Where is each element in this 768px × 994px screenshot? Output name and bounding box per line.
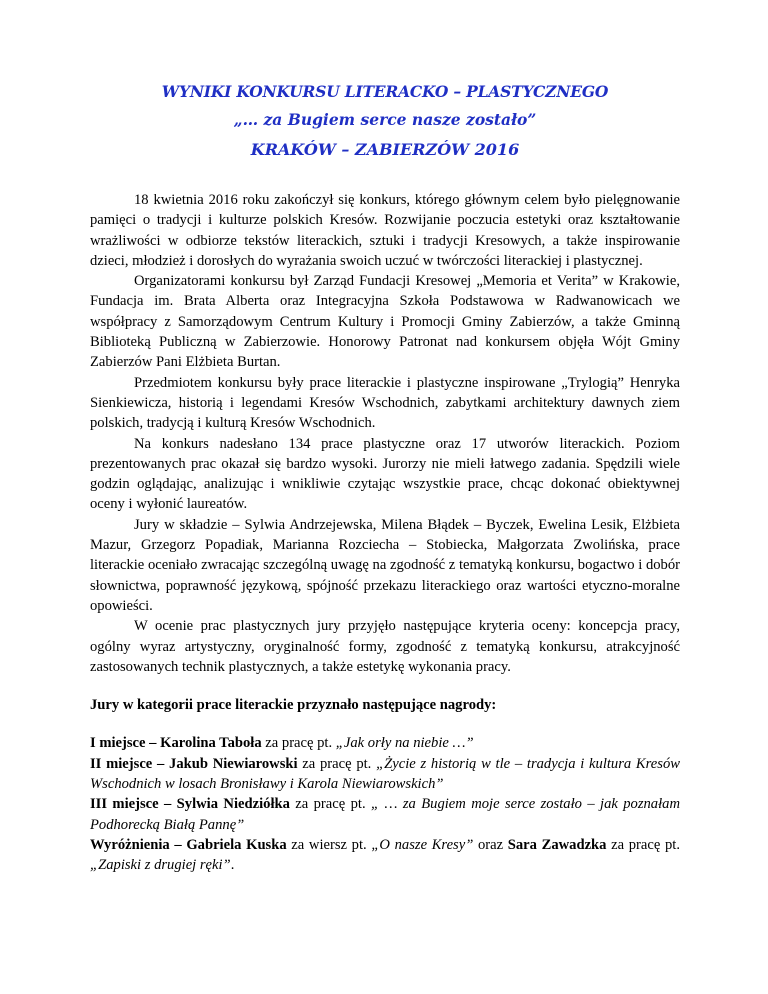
location-year: KRAKÓW – ZABIERZÓW 2016 <box>250 140 520 159</box>
document-page <box>90 82 680 876</box>
distinction-text: za wiersz pt. <box>286 836 372 853</box>
award-third-title: „ … za Bugiem moje serce zostało – jak poznałam Podhorecką Białą Pannę” <box>90 796 680 833</box>
award-third-place <box>90 794 680 835</box>
distinction-end: . <box>230 857 235 874</box>
award-distinctions <box>90 835 680 876</box>
paragraph-subject: Przedmiotem konkursu były prace literackie i plastyczne inspirowane „Trylogią” Henryka Sienkiewicza, historią i legendami Kresów Wschodnich, zabytkami architektury dawnych ziem polskich, tradycją i kulturą Kresów Wschodnich. <box>90 374 680 432</box>
distinction-label-2: Sara Zawadzka <box>507 836 607 853</box>
distinction-label: Wyróżnienia – Gabriela Kuska <box>90 836 287 853</box>
award-second-text: za pracę pt. <box>297 755 377 772</box>
jury-awards-heading: Jury w kategorii prace literackie przyznało następujące nagrody: <box>90 697 497 714</box>
distinction-title: „O nasze Kresy” <box>371 836 474 853</box>
title-block <box>90 82 680 160</box>
intro-text <box>90 190 680 677</box>
award-second-label: II miejsce – Jakub Niewiarowski <box>90 755 298 772</box>
award-first-label: I miejsce – Karolina Taboła <box>90 735 262 752</box>
paragraph-submissions: Na konkurs nadesłano 134 prace plastyczne oraz 17 utworów literackich. Poziom prezentowanych prac okazał się bardzo wysoki. Jurorzy nie mieli łatwego zadania. Spędzili wiele godzin oglądając, analizując i wnikliwie czytając wszystkie prace, chcąc dokonać obiektywnej oceny i wyłonić laureatów. <box>90 435 680 513</box>
document-title: WYNIKI KONKURSU LITERACKO – PLASTYCZNEGO <box>161 82 609 101</box>
award-third-text: za pracę pt. <box>289 796 371 813</box>
award-third-label: III miejsce – Sylwia Niedziółka <box>90 796 290 813</box>
award-first-text: za pracę pt. <box>261 735 336 752</box>
award-first-place <box>90 733 680 753</box>
distinction-title-2: „Zapiski z drugiej ręki” <box>90 857 231 874</box>
paragraph-goal: 18 kwietnia 2016 roku zakończył się konkurs, którego głównym celem było pielęgnowanie pamięci o tradycji i kulturze polskich Kresów. Rozwijanie poczucia estetyki oraz kształtowanie wrażliwości w odbiorze tekstów literackich, sztuki i tradycji Kresowych, a także inspirowanie dzieci, młodzież i dorosłych do wyrażania swoich uczuć w twórczości literackiej i plastycznej. <box>90 192 680 269</box>
awards-list <box>90 733 680 875</box>
distinction-text-2: za pracę pt. <box>606 836 680 853</box>
paragraph-criteria: W ocenie prac plastycznych jury przyjęło następujące kryteria oceny: koncepcja pracy, ogólny wyraz artystyczny, oryginalność formy, zgodność z tematyką konkursu, atrakcyjność zastosowanych technik plastycznych, a także estetykę wykonania pracy. <box>90 618 680 675</box>
paragraph-jury: Jury w składzie – Sylwia Andrzejewska, Milena Błądek – Byczek, Ewelina Lesik, Elżbieta Mazur, Grzegorz Popadiak, Marianna Rozciecha – Stobiecka, Małgorzata Zwolińska, prace literackie oceniało zwracając szczególną uwagę na zgodność z tematyką konkursu, bogactwo i dobór słownictwa, poprawność językową, spójność przekazu literackiego oraz wartości etyczno-moralne opowieści. <box>90 516 680 614</box>
distinction-conj: oraz <box>473 836 508 853</box>
award-second-title: „Życie z historią w tle – tradycja i kultura Kresów Wschodnich w losach Bronisławy i Karola Niewiarowskich” <box>90 755 680 793</box>
competition-motto: „… za Bugiem serce nasze zostało” <box>233 110 537 129</box>
award-first-title: „Jak orły na niebie …” <box>335 735 474 752</box>
paragraph-organizers: Organizatorami konkursu był Zarząd Fundacji Kresowej „Memoria et Verita” w Krakowie, Fundacja im. Brata Alberta oraz Integracyjna Szkoła Podstawowa w Radwanowicach we współpracy z Samorządowym Centrum Kultury i Promocji Gminy Zabierzów, a także Gminną Biblioteką Publiczną w Zabierzowie. Honorowy Patronat nad konkursem objęła Wójt Gminy Zabierzów Pani Elżbieta Burtan. <box>90 273 680 371</box>
award-second-place <box>90 754 680 795</box>
